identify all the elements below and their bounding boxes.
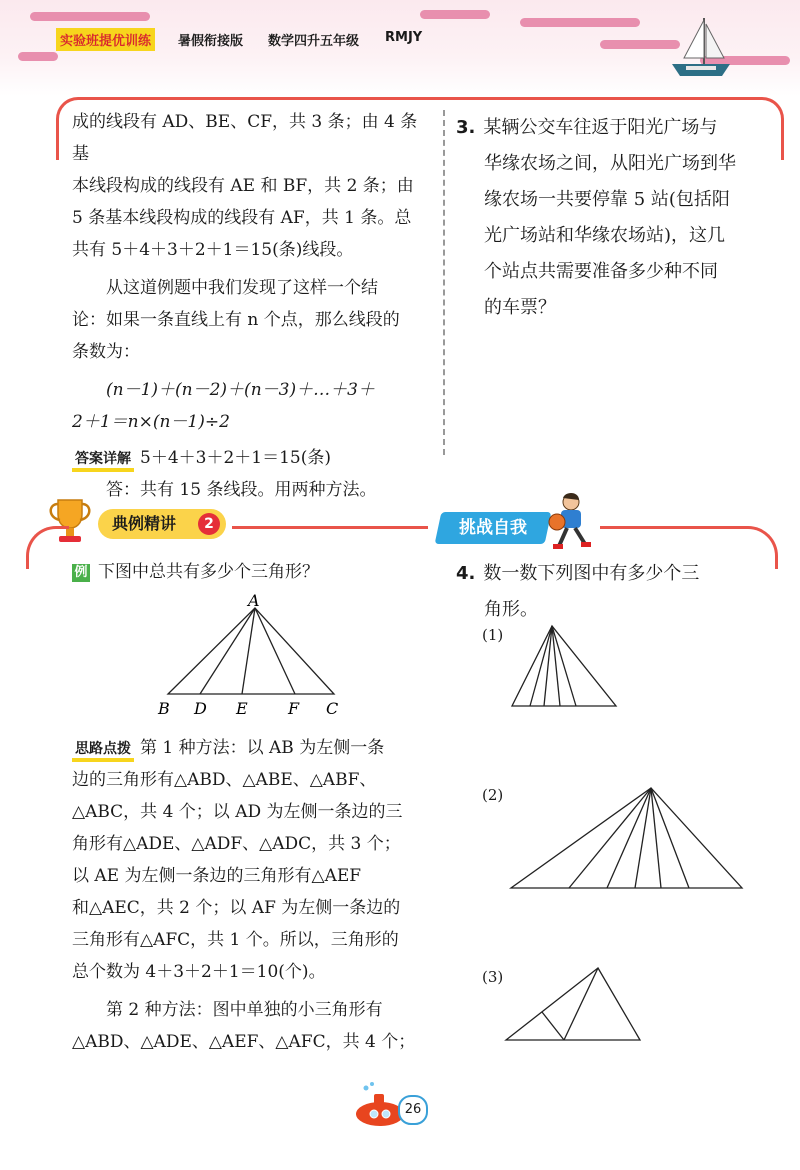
text-line: 边的三角形有△ABD、△ABE、△ABF、 (72, 770, 377, 790)
section-rule (600, 526, 740, 529)
triangle-figure-2 (505, 782, 750, 896)
subject-label: 数学四升五年级 (268, 34, 360, 49)
inner-segment (530, 626, 552, 706)
page-number: 26 (398, 1095, 428, 1125)
left-column-text (72, 106, 432, 506)
text-line: 从这道例题中我们发现了这样一个结 (106, 278, 378, 298)
text-line: 下图中总共有多少个三角形？ (98, 562, 319, 582)
triangle-figure-3 (500, 962, 650, 1046)
figure-label: (1) (482, 626, 504, 644)
example-badge: 例 (72, 564, 90, 582)
header-stripe (18, 52, 58, 61)
problem-4 (456, 556, 776, 628)
text-line: 第 2 种方法：图中单独的小三角形有 (106, 1000, 383, 1020)
section-title: 典例精讲 (112, 514, 177, 533)
answer-text: 5＋4＋3＋2＋1＝15(条) (140, 448, 331, 468)
text-line: 以 AE 为左侧一条边的三角形有△AEF (72, 866, 362, 886)
point-label-d: D (194, 699, 207, 718)
example-hint (72, 732, 434, 1058)
sailboat-icon (666, 14, 736, 80)
outer-triangle (168, 608, 334, 694)
segment-ae (242, 608, 255, 694)
figure-label: (3) (482, 968, 504, 986)
problem-number: 4. (456, 563, 476, 584)
text-line: 某辆公交车往返于阳光广场与 (483, 117, 718, 138)
text-line: 三角形有△AFC，共 1 个。所以，三角形的 (72, 930, 399, 950)
outer-triangle (506, 968, 640, 1040)
text-line: 成的线段有 AD、BE、CF，共 3 条；由 4 条基 (72, 112, 418, 164)
inner-segment (635, 788, 651, 888)
inner-segment (651, 788, 661, 888)
answer-final: 答：共有 15 条线段。用两种方法。 (106, 480, 377, 500)
point-label-a: A (248, 592, 260, 610)
edition-code: RMJY (385, 30, 423, 45)
section-frame-corner (26, 526, 69, 569)
text-line: 角形有△ADE、△ADF、△ADC，共 3 个； (72, 834, 401, 854)
text-line: 华缘农场之间，从阳光广场到华 (484, 153, 736, 174)
text-line: 条数为： (72, 342, 140, 362)
inner-segment (544, 626, 552, 706)
challenge-title: 挑战自我 (459, 518, 527, 538)
example-question (72, 556, 432, 588)
edition-label: 暑假衔接版 (178, 34, 244, 49)
point-label-c: C (326, 699, 339, 718)
segment-ad (200, 608, 255, 694)
text-line: 数一数下列图中有多少个三 (483, 563, 700, 584)
text-line: 的车票？ (484, 297, 556, 318)
inner-segment (542, 1012, 564, 1040)
column-divider (443, 110, 445, 455)
text-line: 5 条基本线段构成的线段有 AF，共 1 条。总 (72, 208, 412, 228)
problem-3 (456, 110, 776, 326)
section-title-pill (98, 509, 226, 539)
text-line: 本线段构成的线段有 AE 和 BF，共 2 条；由 (72, 176, 414, 196)
inner-segment (651, 788, 689, 888)
text-line: 个站点共需要准备多少种不同 (484, 261, 718, 282)
point-label-f: F (288, 699, 300, 718)
point-label-b: B (158, 699, 170, 718)
text-line: 共有 5＋4＋3＋2＋1＝15(条)线段。 (72, 240, 354, 260)
section-number-badge: 2 (198, 513, 220, 535)
point-label-e: E (236, 699, 248, 718)
series-title: 实验班提优训练 (56, 28, 155, 51)
section-rule (232, 526, 428, 529)
text-line: △ABD、△ADE、△AEF、△AFC，共 4 个； (72, 1032, 416, 1052)
text-line: 总个数为 4＋3＋2＋1＝10(个)。 (72, 962, 326, 982)
text-line: 角形。 (484, 599, 538, 620)
inner-segment (564, 968, 598, 1040)
text-line: 光广场站和华缘农场站)，这几 (484, 225, 726, 246)
formula-line: (n－1)＋(n－2)＋(n－3)＋…＋3＋ (106, 380, 375, 400)
segment-af (255, 608, 295, 694)
header-stripe (30, 12, 150, 21)
outer-triangle (511, 788, 742, 888)
challenge-banner (435, 512, 552, 544)
header-stripe (420, 10, 490, 19)
formula-line: 2＋1＝n×(n－1)÷2 (72, 412, 230, 432)
text-line: 和△AEC，共 2 个；以 AF 为左侧一条边的 (72, 898, 401, 918)
page-header (0, 0, 800, 96)
text-line: 第 1 种方法：以 AB 为左侧一条 (140, 738, 385, 758)
text-line: 论：如果一条直线上有 n 个点，那么线段的 (72, 310, 400, 330)
text-line: 缘农场一共要停靠 5 站(包括阳 (484, 189, 730, 210)
hint-tag: 思路点拨 (72, 740, 134, 762)
triangle-figure-1 (500, 620, 630, 710)
example-triangle-figure (150, 592, 360, 722)
figure-label: (2) (482, 786, 504, 804)
text-line: △ABC，共 4 个；以 AD 为左侧一条边的三 (72, 802, 403, 822)
answer-tag: 答案详解 (72, 450, 134, 472)
header-stripe (520, 18, 640, 27)
problem-number: 3. (456, 117, 476, 138)
running-boy-icon (545, 492, 595, 554)
